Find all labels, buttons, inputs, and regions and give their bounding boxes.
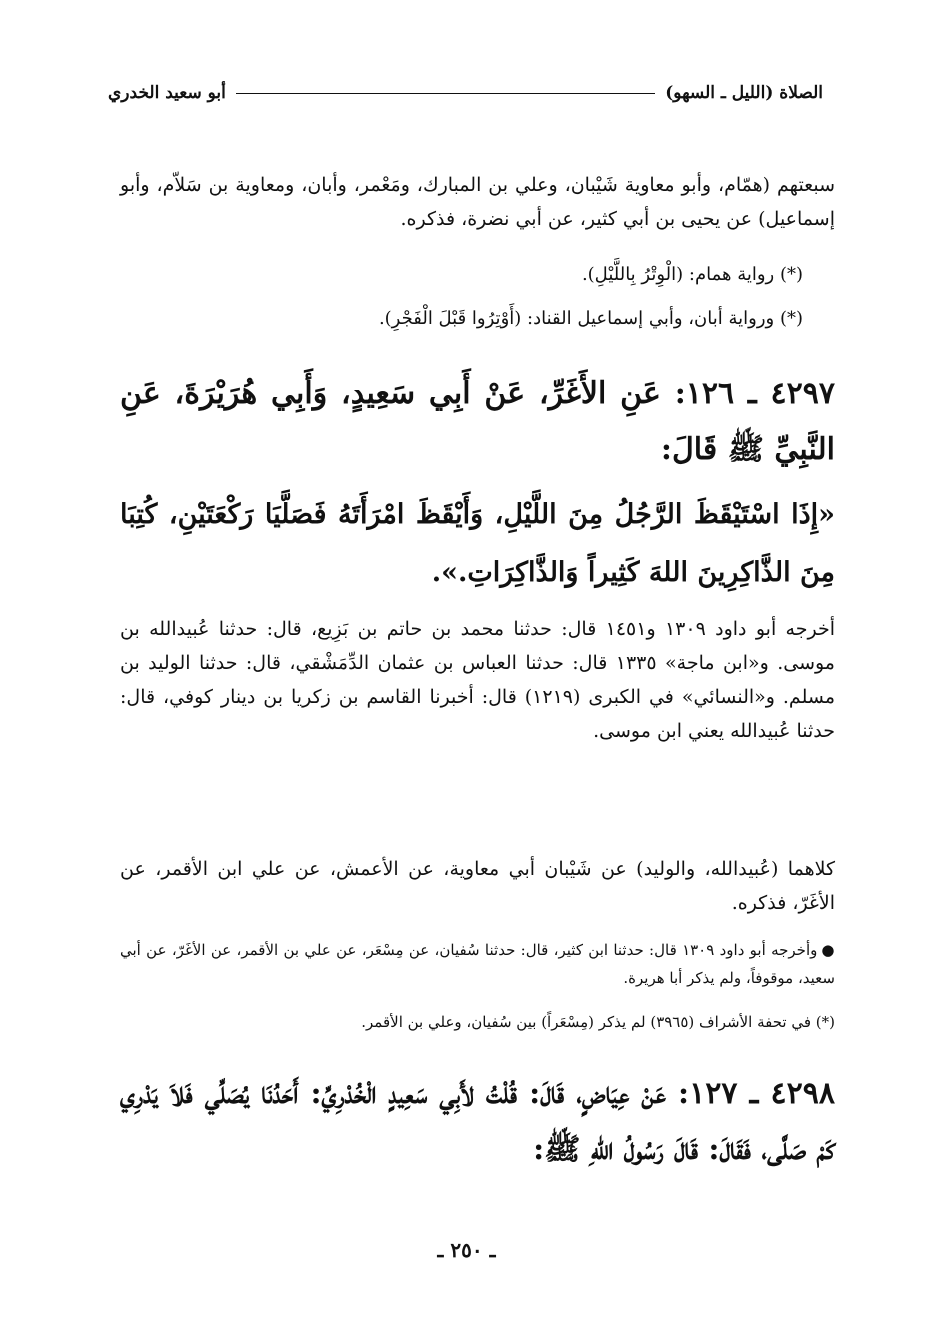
- variant-note-2: (*) ورواية أبان، وأبي إسماعيل القناد: (أَوْتِرُوا قَبْلَ الْفَجْرِ).: [378, 308, 803, 329]
- header-narrator-title: أبو سعيد الخدري: [108, 83, 226, 103]
- footnote-1-text: وأخرجه أبو داود ١٣٠٩ قال: حدثنا ابن كثير، قال: حدثنا سُفيان، عن مِسْعَر، عن علي بن الأقمر، عن الأغَرّ، عن أبي سعيد، موقوفاً، ولم يذكر أبا هريرة.: [120, 941, 835, 987]
- hadith-4297-matn: «إِذَا اسْتَيْقَظَ الرَّجُلُ مِنَ اللَّيْلِ، وَأَيْقَظَ امْرَأَتَهُ فَصَلَّيَا رَكْعَتَيْنِ، كُتِبَا مِنَ الذَّاكِرِينَ اللهَ كَثِيراً وَالذَّاكِرَاتِ.».: [120, 499, 835, 588]
- running-header: [108, 78, 823, 108]
- footnote-1: [120, 936, 835, 992]
- chain-summary-paragraph: كلاهما (عُبيدالله، والوليد) عن شَيْبان أبي معاوية، عن الأعمش، عن علي ابن الأقمر، عن الأغَرّ، فذكره.: [120, 858, 835, 914]
- hadith-4297-heading: ٤٢٩٧ ـ ١٢٦: عَنِ الأَغَرِّ، عَنْ أَبِي سَعِيدٍ، وَأَبِي هُرَيْرَةَ، عَنِ النَّبِيِّ ﷺ قَالَ:: [120, 376, 835, 467]
- variant-note-1: (*) رواية همام: (الْوِتْرُ بِاللَّيْلِ).: [581, 264, 803, 285]
- hadith-4298-heading: ٤٢٩٨ ـ ١٢٧: عَنْ عِيَاضٍ، قَالَ: قُلْتُ لأَبِي سَعِيدٍ الْخُدْرِيِّ: أَحَدُنَا يُصَلِّي فَلاَ يَدْرِي كَمْ صَلَّى، فَقَالَ: قَالَ رَسُولُ اللهِ ﷺ:: [120, 1076, 835, 1167]
- intro-paragraph: سبعتهم (همّام، وأبو معاوية شَيْبان، وعلي بن المبارك، ومَعْمر، وأبان، ومعاوية بن سَلاّم، وأبو إسماعيل) عن يحيى بن أبي كثير، عن أبي نضرة، فذكره.: [120, 174, 835, 230]
- takhrij-paragraph: أخرجه أبو داود ١٣٠٩ و١٤٥١ قال: حدثنا محمد بن حاتم بن بَزِيع، قال: حدثنا عُبيدالله بن موسى. و«ابن ماجة» ١٣٣٥ قال: حدثنا العباس بن عثمان الدِّمَشْقي، قال: حدثنا الوليد بن مسلم. و«النسائي» في الكبرى (١٢١٩) قال: أخبرنا القاسم بن زكريا بن دينار كوفي، قال: حدثنا عُبيدالله يعني ابن موسى.: [120, 618, 835, 742]
- footnote-2: (*) في تحفة الأشراف (٣٩٦٥) لم يذكر (مِسْعَراً) بين سُفيان، وعلي بن الأقمر.: [361, 1013, 835, 1031]
- page-number: ـ ٢٥٠ ـ: [437, 1238, 496, 1262]
- header-chapter-title: الصلاة (الليل ـ السهو): [665, 83, 823, 103]
- bullet-icon: ●: [821, 941, 835, 959]
- header-rule: [236, 93, 655, 94]
